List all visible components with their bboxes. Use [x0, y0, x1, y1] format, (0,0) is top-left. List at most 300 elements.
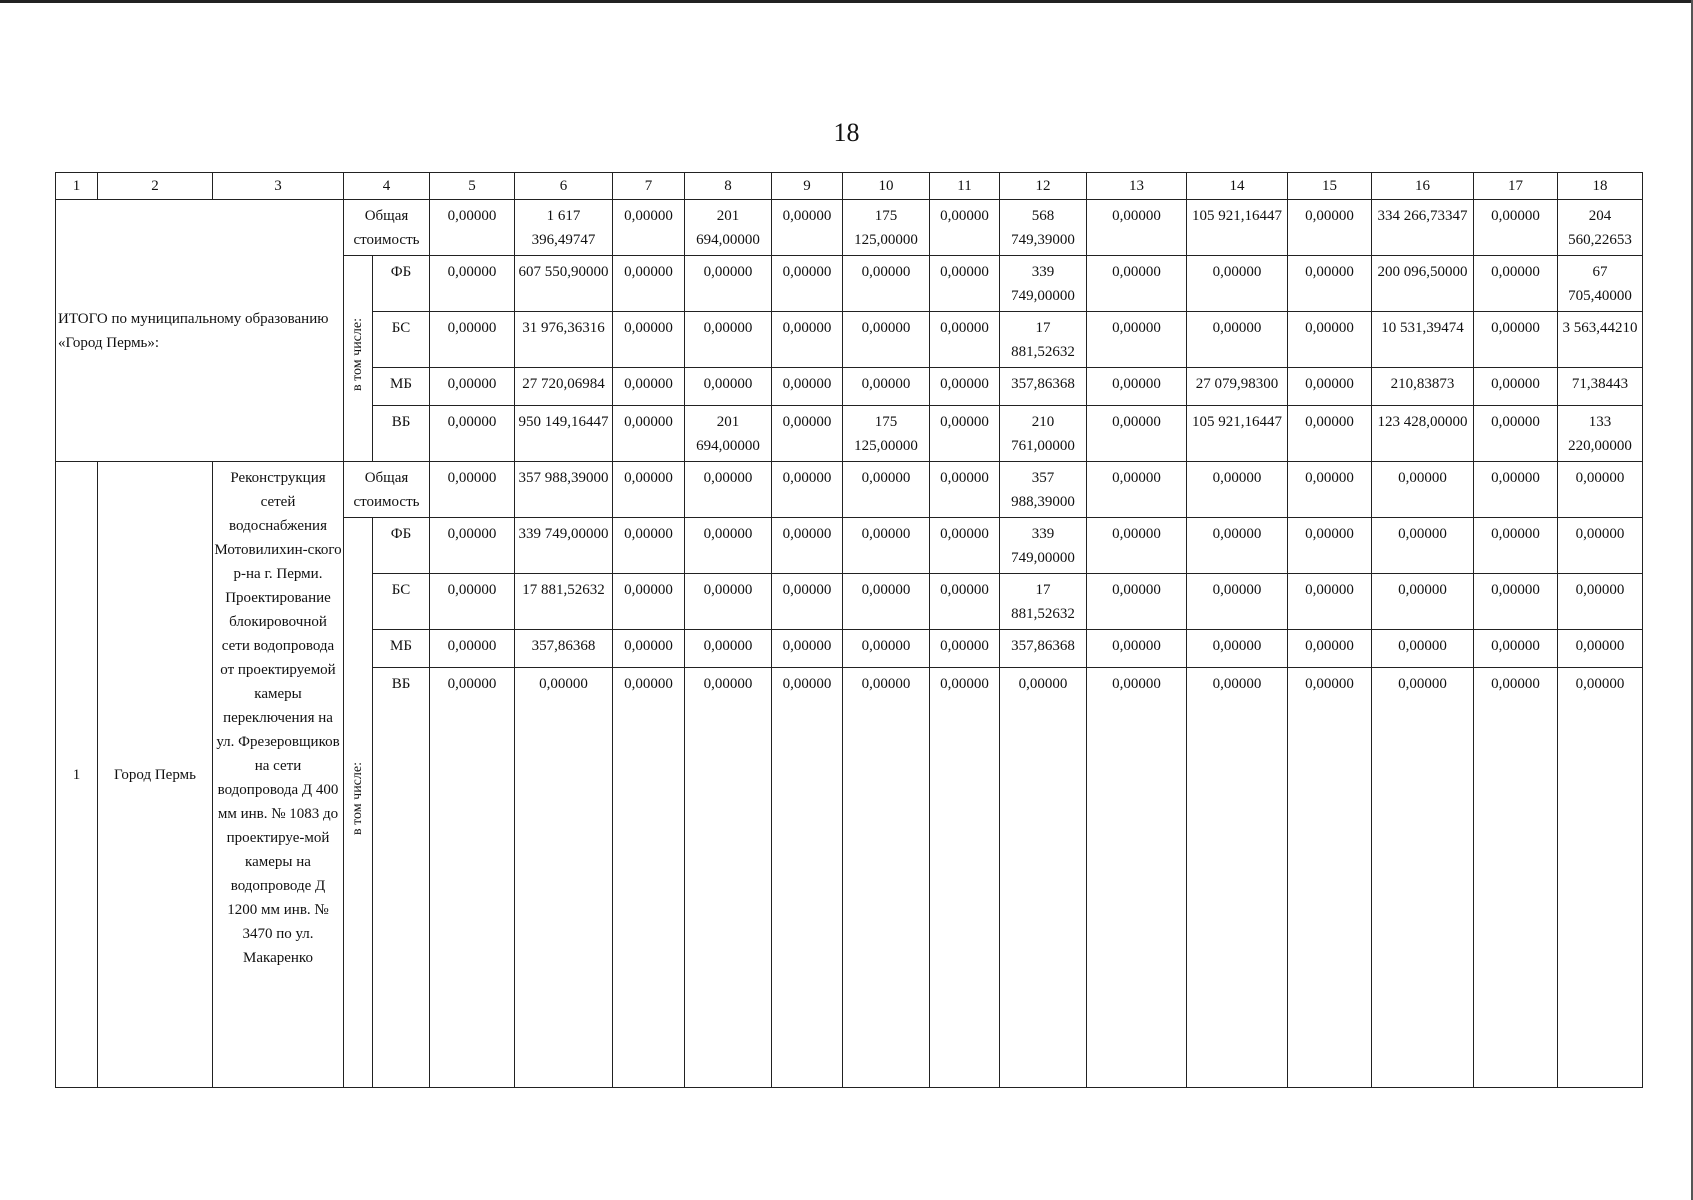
column-header: [1000, 173, 1087, 200]
value-cell: [515, 406, 613, 462]
amount-value: 201 694,00000: [696, 414, 760, 454]
column-number: 13: [1129, 178, 1144, 194]
amount-value: 3 563,44210: [1562, 320, 1638, 336]
value-cell: [1558, 462, 1643, 518]
value-cell: [613, 256, 685, 312]
value-cell: [1000, 312, 1087, 368]
value-cell: [843, 312, 930, 368]
value-cell: [1372, 368, 1474, 406]
value-cell: [930, 256, 1000, 312]
amount-value: 0,00000: [1305, 676, 1354, 692]
value-cell: [515, 312, 613, 368]
amount-value: 0,00000: [1112, 676, 1161, 692]
amount-value: 105 921,16447: [1192, 208, 1282, 224]
source-label: [373, 668, 430, 1088]
amount-value: 0,00000: [447, 320, 497, 336]
amount-value: 0,00000: [1305, 376, 1354, 392]
amount-value: 0,00000: [1212, 264, 1262, 280]
value-cell: [515, 256, 613, 312]
amount-value: 0,00000: [624, 676, 673, 692]
amount-value: 357 988,39000: [518, 470, 609, 486]
column-header: [430, 173, 515, 200]
amount-value: 0,00000: [1305, 582, 1354, 598]
amount-value: 133 220,00000: [1568, 414, 1632, 454]
value-cell: [843, 200, 930, 256]
amount-value: 0,00000: [624, 470, 673, 486]
amount-value: 0,00000: [703, 676, 753, 692]
value-cell: [613, 312, 685, 368]
amount-value: 105 921,16447: [1192, 414, 1282, 430]
amount-value: 357 988,39000: [1011, 470, 1075, 510]
grand-total-title: [56, 200, 344, 462]
amount-value: 0,00000: [1212, 638, 1262, 654]
amount-value: 175 125,00000: [854, 414, 918, 454]
value-cell: [1558, 200, 1643, 256]
source-label-text: ВБ: [391, 414, 411, 430]
value-cell: [1000, 200, 1087, 256]
value-cell: [772, 668, 843, 1088]
value-cell: [1558, 406, 1643, 462]
amount-value: 0,00000: [1212, 526, 1262, 542]
value-cell: [1558, 574, 1643, 630]
column-header: [1187, 173, 1288, 200]
value-cell: [1087, 574, 1187, 630]
amount-value: 0,00000: [1398, 526, 1447, 542]
value-cell: [1558, 518, 1643, 574]
column-header: [213, 173, 344, 200]
cell-value: Реконструкция сетей водоснабжения Мотовилихин-ского р-на г. Перми. Проектирование блокировочной сети водопровода от проектируемой камеры переключения на ул. Фрезеровщиков на сети водопровода Д 400 мм инв. № 1083 до проектируе-мой камеры на водопроводе Д 1200 мм инв. № 3470 по ул. Макаренко: [214, 470, 342, 966]
value-cell: [430, 518, 515, 574]
amount-value: 0,00000: [1491, 582, 1540, 598]
value-cell: [772, 574, 843, 630]
amount-value: 0,00000: [1491, 414, 1540, 430]
value-cell: [430, 200, 515, 256]
value-cell: [1474, 574, 1558, 630]
scan-edge-top: [0, 0, 1693, 3]
amount-value: 0,00000: [782, 582, 832, 598]
value-cell: [1474, 200, 1558, 256]
value-cell: [1187, 368, 1288, 406]
amount-value: 0,00000: [447, 638, 497, 654]
amount-value: 0,00000: [1398, 470, 1447, 486]
amount-value: 10 531,39474: [1381, 320, 1464, 336]
item-description: [213, 462, 344, 1088]
value-cell: [1372, 668, 1474, 1088]
amount-value: 0,00000: [703, 526, 753, 542]
amount-value: 0,00000: [624, 376, 673, 392]
amount-value: 0,00000: [940, 526, 989, 542]
amount-value: 0,00000: [624, 208, 673, 224]
column-header: [685, 173, 772, 200]
column-header: [1558, 173, 1643, 200]
value-cell: [772, 368, 843, 406]
value-cell: [1372, 200, 1474, 256]
value-cell: [685, 368, 772, 406]
amount-value: 0,00000: [782, 638, 832, 654]
column-number: 15: [1322, 178, 1337, 194]
value-cell: [1187, 574, 1288, 630]
value-cell: [1000, 462, 1087, 518]
column-header: [344, 173, 430, 200]
amount-value: 0,00000: [782, 376, 832, 392]
amount-value: 0,00000: [1398, 582, 1447, 598]
cell-value: 1: [72, 767, 81, 783]
amount-value: 0,00000: [1112, 526, 1161, 542]
value-cell: [685, 462, 772, 518]
amount-value: 0,00000: [861, 470, 911, 486]
value-cell: [1187, 630, 1288, 668]
amount-value: 0,00000: [1212, 470, 1262, 486]
column-header: [772, 173, 843, 200]
amount-value: 0,00000: [447, 414, 497, 430]
value-cell: [772, 200, 843, 256]
source-label-text: ФБ: [390, 264, 412, 280]
amount-value: 0,00000: [1305, 638, 1354, 654]
value-cell: [685, 256, 772, 312]
value-cell: [1288, 574, 1372, 630]
amount-value: 0,00000: [1305, 470, 1354, 486]
column-number: 16: [1415, 178, 1430, 194]
value-cell: [515, 630, 613, 668]
amount-value: 0,00000: [782, 470, 832, 486]
column-header: [1372, 173, 1474, 200]
amount-value: 0,00000: [624, 414, 673, 430]
source-label-text: МБ: [390, 638, 412, 654]
value-cell: [613, 518, 685, 574]
item-number: [56, 462, 98, 1088]
value-cell: [1474, 518, 1558, 574]
amount-value: 0,00000: [703, 376, 753, 392]
column-number: 17: [1508, 178, 1523, 194]
amount-value: 0,00000: [940, 638, 989, 654]
amount-value: 0,00000: [1575, 638, 1625, 654]
value-cell: [772, 256, 843, 312]
source-label: [373, 630, 430, 668]
amount-value: 0,00000: [1398, 676, 1447, 692]
value-cell: [1372, 462, 1474, 518]
column-number: 12: [1035, 178, 1051, 194]
amount-value: 0,00000: [1112, 470, 1161, 486]
source-label-text: ФБ: [390, 526, 412, 542]
value-cell: [1558, 668, 1643, 1088]
value-cell: [843, 256, 930, 312]
value-cell: [1087, 312, 1187, 368]
amount-value: 0,00000: [447, 526, 497, 542]
amount-value: 123 428,00000: [1377, 414, 1468, 430]
amount-value: 0,00000: [1491, 376, 1540, 392]
amount-value: 334 266,73347: [1377, 208, 1468, 224]
column-number: 10: [878, 178, 894, 194]
amount-value: 0,00000: [1112, 414, 1161, 430]
value-cell: [430, 312, 515, 368]
value-cell: [1000, 406, 1087, 462]
amount-value: 0,00000: [782, 208, 832, 224]
amount-value: 71,38443: [1571, 376, 1629, 392]
value-cell: [1187, 256, 1288, 312]
amount-value: 0,00000: [940, 376, 989, 392]
value-cell: [1474, 312, 1558, 368]
source-label: [373, 406, 430, 462]
value-cell: [515, 518, 613, 574]
amount-value: 0,00000: [1491, 208, 1540, 224]
amount-value: 0,00000: [1112, 582, 1161, 598]
value-cell: [430, 574, 515, 630]
amount-value: 0,00000: [1305, 526, 1354, 542]
amount-value: 31 976,36316: [522, 320, 605, 336]
amount-value: 0,00000: [861, 638, 911, 654]
amount-value: 0,00000: [861, 264, 911, 280]
value-cell: [1372, 406, 1474, 462]
amount-value: 0,00000: [861, 676, 911, 692]
value-cell: [1474, 630, 1558, 668]
value-cell: [1474, 368, 1558, 406]
item-row: [56, 462, 1643, 518]
column-header: [56, 173, 98, 200]
value-cell: [430, 630, 515, 668]
value-cell: [430, 256, 515, 312]
amount-value: 0,00000: [940, 676, 989, 692]
value-cell: [515, 462, 613, 518]
amount-value: 0,00000: [624, 638, 673, 654]
amount-value: 0,00000: [1305, 208, 1354, 224]
value-cell: [1087, 406, 1187, 462]
amount-value: 0,00000: [624, 526, 673, 542]
value-cell: [930, 312, 1000, 368]
amount-value: 0,00000: [1491, 526, 1540, 542]
value-cell: [685, 630, 772, 668]
value-cell: [613, 368, 685, 406]
value-cell: [430, 406, 515, 462]
value-cell: [430, 668, 515, 1088]
amount-value: 0,00000: [1575, 676, 1625, 692]
value-cell: [843, 406, 930, 462]
column-header: [1474, 173, 1558, 200]
amount-value: 0,00000: [1305, 264, 1354, 280]
grand-total-title-text: ИТОГО по муниципальному образованию «Город Пермь»:: [58, 311, 329, 351]
value-cell: [1288, 630, 1372, 668]
value-cell: [685, 668, 772, 1088]
value-cell: [1087, 630, 1187, 668]
value-cell: [1288, 200, 1372, 256]
value-cell: [1187, 668, 1288, 1088]
amount-value: 357,86368: [1011, 376, 1075, 392]
amount-value: 339 749,00000: [1011, 264, 1075, 304]
column-header: [98, 173, 213, 200]
value-cell: [1372, 574, 1474, 630]
amount-value: 0,00000: [782, 414, 832, 430]
amount-value: 0,00000: [940, 264, 989, 280]
column-number: 11: [957, 178, 972, 194]
amount-value: 0,00000: [1491, 470, 1540, 486]
value-cell: [1288, 406, 1372, 462]
value-cell: [1000, 574, 1087, 630]
amount-value: 0,00000: [1575, 582, 1625, 598]
amount-value: 0,00000: [861, 526, 911, 542]
amount-value: 0,00000: [861, 320, 911, 336]
value-cell: [685, 312, 772, 368]
amount-value: 0,00000: [1212, 320, 1262, 336]
value-cell: [930, 630, 1000, 668]
column-number: 6: [559, 178, 568, 194]
amount-value: 0,00000: [447, 264, 497, 280]
amount-value: 17 881,52632: [1011, 320, 1075, 360]
amount-value: 67 705,40000: [1568, 264, 1632, 304]
value-cell: [1474, 462, 1558, 518]
amount-value: 200 096,50000: [1377, 264, 1468, 280]
amount-value: 0,00000: [1112, 320, 1161, 336]
amount-value: 0,00000: [1212, 676, 1262, 692]
source-label-text: ВБ: [391, 676, 411, 692]
amount-value: 0,00000: [1398, 638, 1447, 654]
column-number: 7: [644, 178, 653, 194]
amount-value: 0,00000: [1491, 638, 1540, 654]
amount-value: 0,00000: [782, 264, 832, 280]
amount-value: 0,00000: [861, 376, 911, 392]
including-label: [344, 256, 373, 462]
value-cell: [1000, 518, 1087, 574]
header-row: [56, 173, 1643, 200]
value-cell: [772, 518, 843, 574]
source-label: [373, 574, 430, 630]
amount-value: 0,00000: [1305, 320, 1354, 336]
column-header: [613, 173, 685, 200]
including-label: [344, 518, 373, 1088]
amount-value: 27 720,06984: [522, 376, 605, 392]
amount-value: 1 617 396,49747: [531, 208, 596, 248]
amount-value: 0,00000: [703, 264, 753, 280]
column-header: [843, 173, 930, 200]
amount-value: 357,86368: [531, 638, 596, 654]
amount-value: 0,00000: [1212, 582, 1262, 598]
value-cell: [1087, 668, 1187, 1088]
column-number: 9: [803, 178, 811, 194]
value-cell: [1372, 312, 1474, 368]
including-label-text: в том числе:: [350, 762, 365, 835]
value-cell: [613, 462, 685, 518]
value-cell: [843, 574, 930, 630]
amount-value: 0,00000: [1491, 264, 1540, 280]
amount-value: 210,83873: [1390, 376, 1455, 392]
amount-value: 0,00000: [1112, 264, 1161, 280]
value-cell: [930, 518, 1000, 574]
value-cell: [843, 462, 930, 518]
value-cell: [930, 368, 1000, 406]
value-cell: [1474, 256, 1558, 312]
value-cell: [1087, 518, 1187, 574]
value-cell: [1187, 312, 1288, 368]
source-label-text: МБ: [390, 376, 412, 392]
value-cell: [772, 312, 843, 368]
value-cell: [1087, 200, 1187, 256]
value-cell: [1288, 256, 1372, 312]
amount-value: 0,00000: [447, 676, 497, 692]
column-number: 5: [468, 178, 476, 194]
amount-value: 0,00000: [1112, 638, 1161, 654]
value-cell: [685, 518, 772, 574]
amount-value: 175 125,00000: [854, 208, 918, 248]
value-cell: [515, 668, 613, 1088]
amount-value: 0,00000: [624, 320, 673, 336]
value-cell: [1558, 630, 1643, 668]
value-cell: [685, 574, 772, 630]
value-cell: [515, 368, 613, 406]
value-cell: [1187, 406, 1288, 462]
amount-value: 27 079,98300: [1195, 376, 1279, 392]
column-header: [1087, 173, 1187, 200]
value-cell: [772, 462, 843, 518]
value-cell: [772, 406, 843, 462]
value-cell: [1187, 200, 1288, 256]
amount-value: 0,00000: [782, 676, 832, 692]
value-cell: [1187, 462, 1288, 518]
amount-value: 204 560,22653: [1568, 208, 1632, 248]
amount-value: 0,00000: [1575, 526, 1625, 542]
value-cell: [930, 200, 1000, 256]
value-cell: [1288, 312, 1372, 368]
amount-value: 0,00000: [1112, 376, 1161, 392]
value-cell: [1372, 256, 1474, 312]
value-cell: [1558, 312, 1643, 368]
column-number: 2: [151, 178, 159, 194]
value-cell: [930, 668, 1000, 1088]
value-cell: [1288, 668, 1372, 1088]
source-label: [373, 256, 430, 312]
amount-value: 0,00000: [1305, 414, 1354, 430]
value-cell: [843, 630, 930, 668]
cost-type-label-text: Общая стоимость: [353, 208, 420, 248]
value-cell: [843, 368, 930, 406]
value-cell: [1000, 368, 1087, 406]
value-cell: [1558, 368, 1643, 406]
amount-value: 339 749,00000: [1011, 526, 1075, 566]
amount-value: 0,00000: [782, 526, 832, 542]
value-cell: [1288, 368, 1372, 406]
value-cell: [430, 368, 515, 406]
amount-value: 210 761,00000: [1011, 414, 1075, 454]
column-header: [1288, 173, 1372, 200]
amount-value: 0,00000: [940, 470, 989, 486]
value-cell: [1474, 668, 1558, 1088]
amount-value: 0,00000: [447, 582, 497, 598]
value-cell: [1187, 518, 1288, 574]
amount-value: 17 881,52632: [522, 582, 605, 598]
amount-value: 0,00000: [1491, 320, 1540, 336]
cost-type-label: [344, 462, 430, 518]
source-label-text: БС: [391, 320, 411, 336]
column-number: 4: [382, 178, 391, 194]
column-number: 1: [72, 178, 81, 194]
value-cell: [772, 630, 843, 668]
value-cell: [1372, 518, 1474, 574]
value-cell: [930, 574, 1000, 630]
amount-value: 0,00000: [1491, 676, 1540, 692]
source-label: [373, 518, 430, 574]
item-municipality: [98, 462, 213, 1088]
amount-value: 0,00000: [447, 208, 497, 224]
value-cell: [930, 406, 1000, 462]
value-cell: [613, 200, 685, 256]
column-number: 14: [1229, 178, 1245, 194]
amount-value: 0,00000: [703, 582, 753, 598]
page-number: 18: [833, 118, 860, 147]
amount-value: 0,00000: [539, 676, 588, 692]
total-row: [56, 200, 1643, 256]
value-cell: [1288, 462, 1372, 518]
amount-value: 950 149,16447: [518, 414, 609, 430]
value-cell: [843, 668, 930, 1088]
amount-value: 0,00000: [703, 638, 753, 654]
value-cell: [1474, 406, 1558, 462]
